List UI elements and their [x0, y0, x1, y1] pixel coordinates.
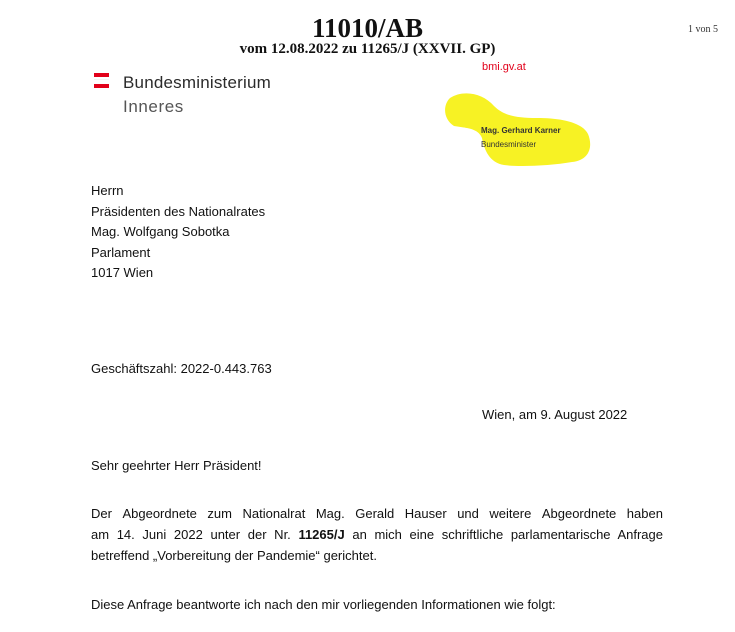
recipient-address: [91, 181, 265, 284]
body-line-3-text: betreffend „Vorbereitung der Pandemie“ gerichtet.: [91, 548, 377, 563]
flag-stripe-top: [94, 73, 109, 77]
body-line-2: [91, 524, 663, 545]
word: Abgeordnete: [122, 506, 197, 521]
text-before: am 14. Juni 2022 unter der Nr.: [91, 527, 299, 542]
address-line: Präsidenten des Nationalrates: [91, 203, 266, 219]
text-after: an mich eine schriftliche parlamentarische Anfrage: [344, 527, 663, 542]
flag-stripe-bottom: [94, 84, 109, 88]
body-line-1: [91, 503, 663, 524]
word: weitere: [489, 506, 532, 521]
word: Nationalrat: [242, 506, 306, 521]
body-line-2-text: [91, 524, 663, 545]
page-indicator: 1 von 5: [688, 24, 718, 35]
address-line: Mag. Wolfgang Sobotka: [91, 224, 230, 239]
body-paragraph: [91, 503, 663, 566]
word: zum: [207, 506, 232, 521]
word: Abgeordnete: [541, 506, 617, 521]
word: Der: [91, 506, 112, 521]
reference-number: Geschäftszahl: 2022-0.443.763: [91, 361, 272, 376]
minister-title: Bundesminister: [481, 140, 537, 149]
ministry-website: bmi.gv.at: [482, 61, 526, 73]
word: haben: [626, 506, 663, 521]
ministry-name: Bundesministerium: [123, 73, 271, 92]
flag-stripe-middle: [94, 79, 109, 83]
closing-line: Diese Anfrage beantworte ich nach den mir vorliegenden Informationen wie folgt:: [91, 597, 556, 612]
document-subtitle: vom 12.08.2022 zu 11265/J (XXVII. GP): [239, 41, 496, 57]
address-line: Herrn: [91, 183, 124, 198]
minister-name: Mag. Gerhard Karner: [481, 126, 561, 135]
word: Gerald: [355, 506, 395, 521]
word: Hauser: [404, 506, 447, 521]
word: Mag.: [315, 506, 345, 521]
address-line: 1017 Wien: [91, 265, 154, 280]
address-line: Parlament: [91, 244, 151, 260]
date-line: Wien, am 9. August 2022: [482, 407, 628, 422]
salutation: Sehr geehrter Herr Präsident!: [91, 458, 262, 473]
inquiry-number: 11265/J: [298, 527, 345, 542]
body-line-3: [91, 545, 663, 566]
ministry-department: Inneres: [123, 97, 184, 116]
word: und: [457, 506, 479, 521]
document-number: 11010/AB: [311, 13, 424, 43]
